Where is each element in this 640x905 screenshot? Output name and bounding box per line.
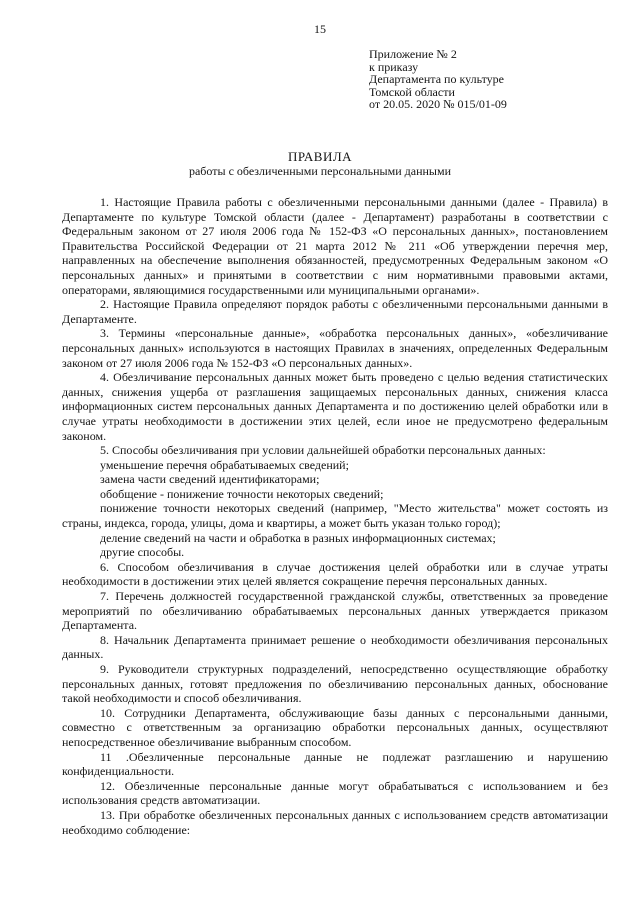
document-subtitle: работы с обезличенными персональными данными <box>188 164 451 178</box>
appendix-line: Департамента по культуре <box>369 72 504 87</box>
appendix-line: Томской области <box>369 84 455 99</box>
paragraph-2: 2. Настоящие Правила определяют порядок работы с обезличенными персональными данными в Департаменте. <box>62 297 608 326</box>
paragraph-5: 5. Способы обезличивания при условии дальнейшей обработки персональных данных: <box>100 443 546 458</box>
document-body <box>62 195 608 837</box>
list-item: обобщение - понижение точности некоторых сведений; <box>100 486 384 501</box>
list-item: уменьшение перечня обрабатываемых сведений; <box>100 457 349 472</box>
appendix-line: Приложение № 2 <box>369 47 457 61</box>
list-item: замена части сведений идентификаторами; <box>100 472 320 487</box>
paragraph-10: 10. Сотрудники Департамента, обслуживающие базы данных с персональными данными, совместно с ответственным за организацию обработки персональных данных, осуществляют непосредственное обезличивание выбранным способом. <box>62 705 608 749</box>
paragraph-11: 11 .Обезличенные персональные данные не подлежат разглашению и нарушению конфиденциальности. <box>62 749 608 779</box>
paragraph-9: 9. Руководители структурных подразделений, непосредственно осуществляющие обработку персональных данных, готовят предложения по обезличиванию персональных данных, обоснование такой необходимости и способ обезличивания. <box>62 662 608 706</box>
appendix-line: к приказу <box>369 59 419 74</box>
paragraph-4: 4. Обезличивание персональных данных может быть проведено с целью ведения статистических данных, снижения ущерба от разглашения защищаемых персональных данных, снижения класса информационных систем персональных данных Департамента и по достижению целей обработки или в случае утраты необходимости в достижении этих целей, если иное не предусмотрено федеральным законом. <box>62 370 608 443</box>
paragraph-12: 12. Обезличенные персональные данные могут обрабатываться с использованием и без использования средств автоматизации. <box>62 778 608 808</box>
appendix-line: от 20.05. 2020 № 015/01-09 <box>369 97 507 112</box>
list-item: деление сведений на части и обработка в разных информационных системах; <box>100 530 496 545</box>
page-number: 15 <box>314 22 326 36</box>
paragraph-8: 8. Начальник Департамента принимает решение о необходимости обезличивания персональных данных. <box>62 632 608 662</box>
list-item: понижение точности некоторых сведений (например, "Место жительства" может состоять из страны, индекса, города, улицы, дома и квартиры, а может быть указан только город); <box>62 501 608 531</box>
document-title: ПРАВИЛА <box>287 149 353 164</box>
paragraph-3: 3. Термины «персональные данные», «обработка персональных данных», «обезличивание персональных данных» используются в настоящих Правилах в значениях, определенных Федеральным законом от 27 июля 2006 года № 152-ФЗ «О персональных данных». <box>62 326 608 370</box>
appendix-block <box>369 48 619 111</box>
paragraph-6: 6. Способом обезличивания в случае достижения целей обработки или в случае утраты необходимости в достижении этих целей является сокращение перечня персональных данных. <box>62 559 608 589</box>
paragraph-7: 7. Перечень должностей государственной гражданской службы, ответственных за проведение мероприятий по обезличиванию обрабатываемых персональных данных утверждается приказом Департамента. <box>62 589 608 633</box>
paragraph-13: 13. При обработке обезличенных персональных данных с использованием средств автоматизации необходимо соблюдение: <box>62 807 608 837</box>
list-item: другие способы. <box>100 545 185 560</box>
paragraph-1: 1. Настоящие Правила работы с обезличенными персональными данными (далее - Правила) в Департаменте по культуре Томской области (далее - Департамент) разработаны в соответствии с Федеральным законом от 27 июля 2006 года № 152-ФЗ «О персональных данных», постановлением Правительства Российской Федерации от 21 марта 2012 № 211 «Об утверждении перечня мер, направленных на обеспечение выполнения обязанностей, предусмотренных Федеральным законом «О персональных данных» и принятыми в соответствии с ним нормативными правовыми актами, операторами, являющимися государственными или муниципальными органами». <box>62 195 608 297</box>
